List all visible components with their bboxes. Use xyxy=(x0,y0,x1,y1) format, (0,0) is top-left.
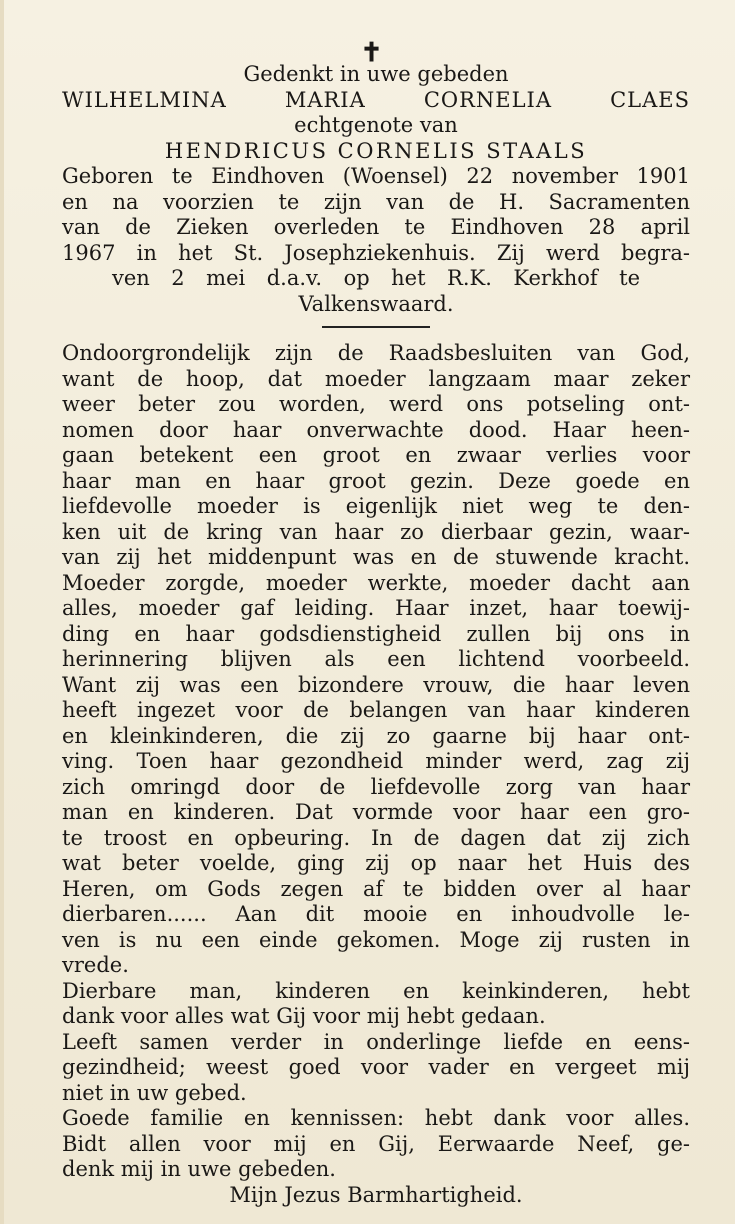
bio-block xyxy=(62,164,690,317)
text-line: gezindheid; weest goed voor vader en vergeet mij xyxy=(62,1055,690,1079)
text-line: dierbaren...... Aan dit mooie en inhoudvolle le- xyxy=(62,902,690,926)
text-line: ken uit de kring van haar zo dierbaar gezin, waar- xyxy=(62,519,690,544)
bio-line: ven 2 mei d.a.v. op het R.K. Kerkhof te xyxy=(112,266,640,290)
text-line: herinnering blijven als een lichtend voorbeeld. xyxy=(62,647,690,671)
text-line: dank voor alles wat Gij voor mij hebt gedaan. xyxy=(62,1004,546,1028)
text-line: gaan betekent een groot en zwaar verlies voor xyxy=(62,443,690,467)
intro-line: Gedenkt in uwe gebeden xyxy=(243,62,509,86)
text-line: wat beter voelde, ging zij op naar het Huis des xyxy=(62,851,690,875)
name-part: CLAES xyxy=(610,87,690,112)
text-line: ven is nu een einde gekomen. Moge zij rusten in xyxy=(62,927,690,952)
divider-rule xyxy=(322,326,430,328)
text-line: Want zij was een bizondere vrouw, die haar leven xyxy=(62,672,690,697)
card-header xyxy=(62,62,690,317)
bio-line: Geboren te Eindhoven (Woensel) 22 november 1901 xyxy=(62,164,690,188)
text-line: heeft ingezet voor de belangen van haar kinderen xyxy=(62,698,690,722)
text-line: haar man en haar groot gezin. Deze goede en xyxy=(62,468,690,493)
name-part: CORNELIA xyxy=(423,87,553,112)
text-line: ving. Toen haar gezondheid minder werd, zag zij xyxy=(62,749,690,773)
text-line: zich omringd door de liefdevolle zorg van haar xyxy=(62,774,690,799)
deceased-name xyxy=(62,88,690,114)
text-line: Dierbare man, kinderen en keinkinderen, hebt xyxy=(62,978,690,1003)
text-line: vrede. xyxy=(62,953,129,977)
spouse-name: HENDRICUS CORNELIS STAALS xyxy=(164,138,588,163)
text-line: Ondoorgrondelijk zijn de Raadsbesluiten van God, xyxy=(62,341,690,365)
text-line: Heren, om Gods zegen af te bidden over al haar xyxy=(62,876,690,901)
text-line: van zij het middenpunt was en de stuwende kracht. xyxy=(62,545,690,569)
text-line: denk mij in uwe gebeden. xyxy=(62,1157,336,1181)
text-line: nomen door haar onverwachte dood. Haar heen- xyxy=(62,417,690,442)
bio-line: 1967 in het St. Josephziekenhuis. Zij werd begra- xyxy=(62,240,690,265)
text-line: Bidt allen voor mij en Gij, Eerwaarde Neef, ge- xyxy=(62,1131,690,1156)
text-line: alles, moeder gaf leiding. Haar inzet, haar toewij- xyxy=(62,596,690,620)
name-part: MARIA xyxy=(284,87,366,112)
bio-line: Valkenswaard. xyxy=(298,291,454,316)
bio-line: van de Zieken overleden te Eindhoven 28 april xyxy=(62,215,690,239)
text-line: Moeder zorgde, moeder werkte, moeder dacht aan xyxy=(62,570,690,595)
text-line: weer beter zou worden, werd ons potseling ont- xyxy=(62,392,690,416)
text-line: man en kinderen. Dat vormde voor haar een gro- xyxy=(62,800,690,824)
text-line: Leeft samen verder in onderlinge liefde en eens- xyxy=(62,1029,690,1054)
text-line: en kleinkinderen, die zij zo gaarne bij haar ont- xyxy=(62,723,690,748)
text-line: niet in uw gebed. xyxy=(62,1080,247,1105)
bio-line: en na voorzien te zijn van de H. Sacramenten xyxy=(62,189,690,214)
relation-line: echtgenote van xyxy=(294,113,458,137)
text-line: liefdevolle moeder is eigenlijk niet weg te den- xyxy=(62,494,690,518)
name-part: WILHELMINA xyxy=(62,87,227,112)
text-line: Mijn Jezus Barmhartigheid. xyxy=(229,1182,523,1207)
cross-icon: ✝ xyxy=(360,38,383,68)
text-line: te troost en opbeuring. In de dagen dat zij zich xyxy=(62,825,690,850)
text-line: want de hoop, dat moeder langzaam maar zeker xyxy=(62,366,690,391)
text-line: Goede familie en kennissen: hebt dank voor alles. xyxy=(62,1106,690,1130)
text-line: ding en haar godsdienstigheid zullen bij ons in xyxy=(62,621,690,646)
memorial-text xyxy=(62,341,690,1208)
